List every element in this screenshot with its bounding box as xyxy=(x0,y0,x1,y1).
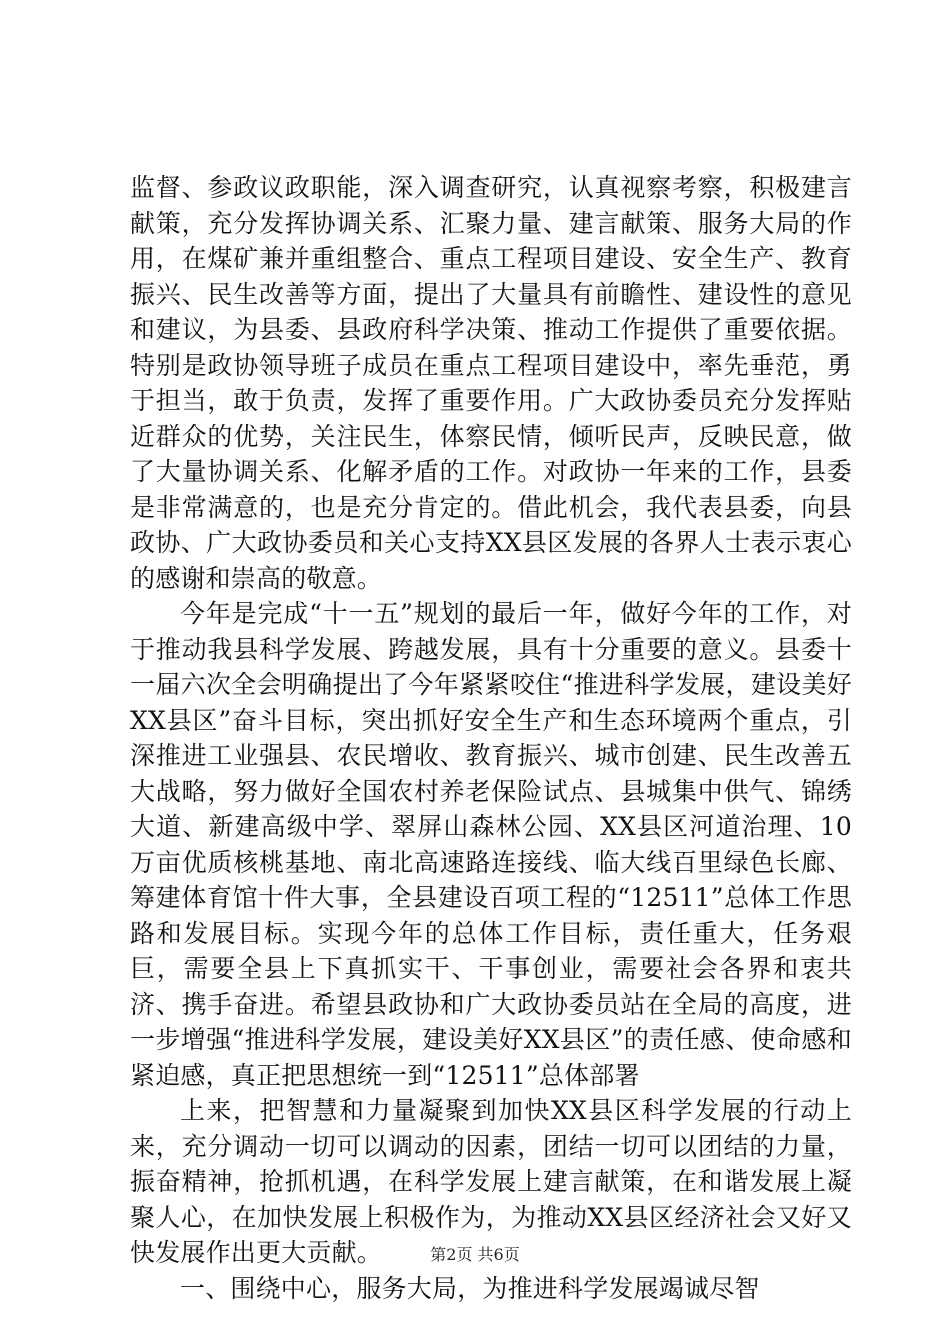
section-heading-1: 一、围绕中心，服务大局，为推进科学发展竭诚尽智 xyxy=(180,1273,760,1303)
page-number-footer: 第2页 共6页 xyxy=(430,1245,520,1264)
paragraph-2: 今年是完成“十一五”规划的最后一年，做好今年的工作，对于推动我县科学发展、跨越发展，具有十分重要的意义。县委十一届六次全会明确提出了今年紧紧咬住“推进科学发展，建设美好XX县区”奋斗目标，突出抓好安全生产和生态环境两个重点，引深推进工业强县、农民增收、教育振兴、城市创建、民生改善五大战略，努力做好全国农村养老保险试点、县城集中供气、锦绣大道、新建高级中学、翠屏山森林公园、XX县区河道治理、10万亩优质核桃基地、南北高速路连接线、临大线百里绿色长廊、筹建体育馆十件大事，全县建设百项工程的“12511”总体工作思路和发展目标。实现今年的总体工作目标，责任重大，任务艰巨，需要全县上下真抓实干、干事创业，需要社会各界和衷共济、携手奋进。希望县政协和广大政协委员站在全局的高度，进一步增强“推进科学发展，建设美好XX县区”的责任感、使命感和紧迫感，真正把思想统一到“12511”总体部署 xyxy=(130,599,852,1090)
paragraph-3: 上来，把智慧和力量凝聚到加快XX县区科学发展的行动上来，充分调动一切可以调动的因素，团结一切可以团结的力量，振奋精神，抢抓机遇，在科学发展上建言献策，在和谐发展上凝聚人心，在加快发展上积极作为，为推动XX县区经济社会又好又快发展作出更大贡献。 xyxy=(130,1096,852,1267)
paragraph-1: 监督、参政议政职能，深入调查研究，认真视察考察，积极建言献策，充分发挥协调关系、汇聚力量、建言献策、服务大局的作用，在煤矿兼并重组整合、重点工程项目建设、安全生产、教育振兴、民生改善等方面，提出了大量具有前瞻性、建设性的意见和建议，为县委、县政府科学决策、推动工作提供了重要依据。特别是政协领导班子成员在重点工程项目建设中，率先垂范，勇于担当，敢于负责，发挥了重要作用。广大政协委员充分发挥贴近群众的优势，关注民生，体察民情，倾听民声，反映民意，做了大量协调关系、化解矛盾的工作。对政协一年来的工作，县委是非常满意的，也是充分肯定的。借此机会，我代表县委，向县政协、广大政协委员和关心支持XX县区发展的各界人士表示衷心的感谢和崇高的敬意。 xyxy=(130,173,852,593)
body-text xyxy=(130,170,852,1306)
